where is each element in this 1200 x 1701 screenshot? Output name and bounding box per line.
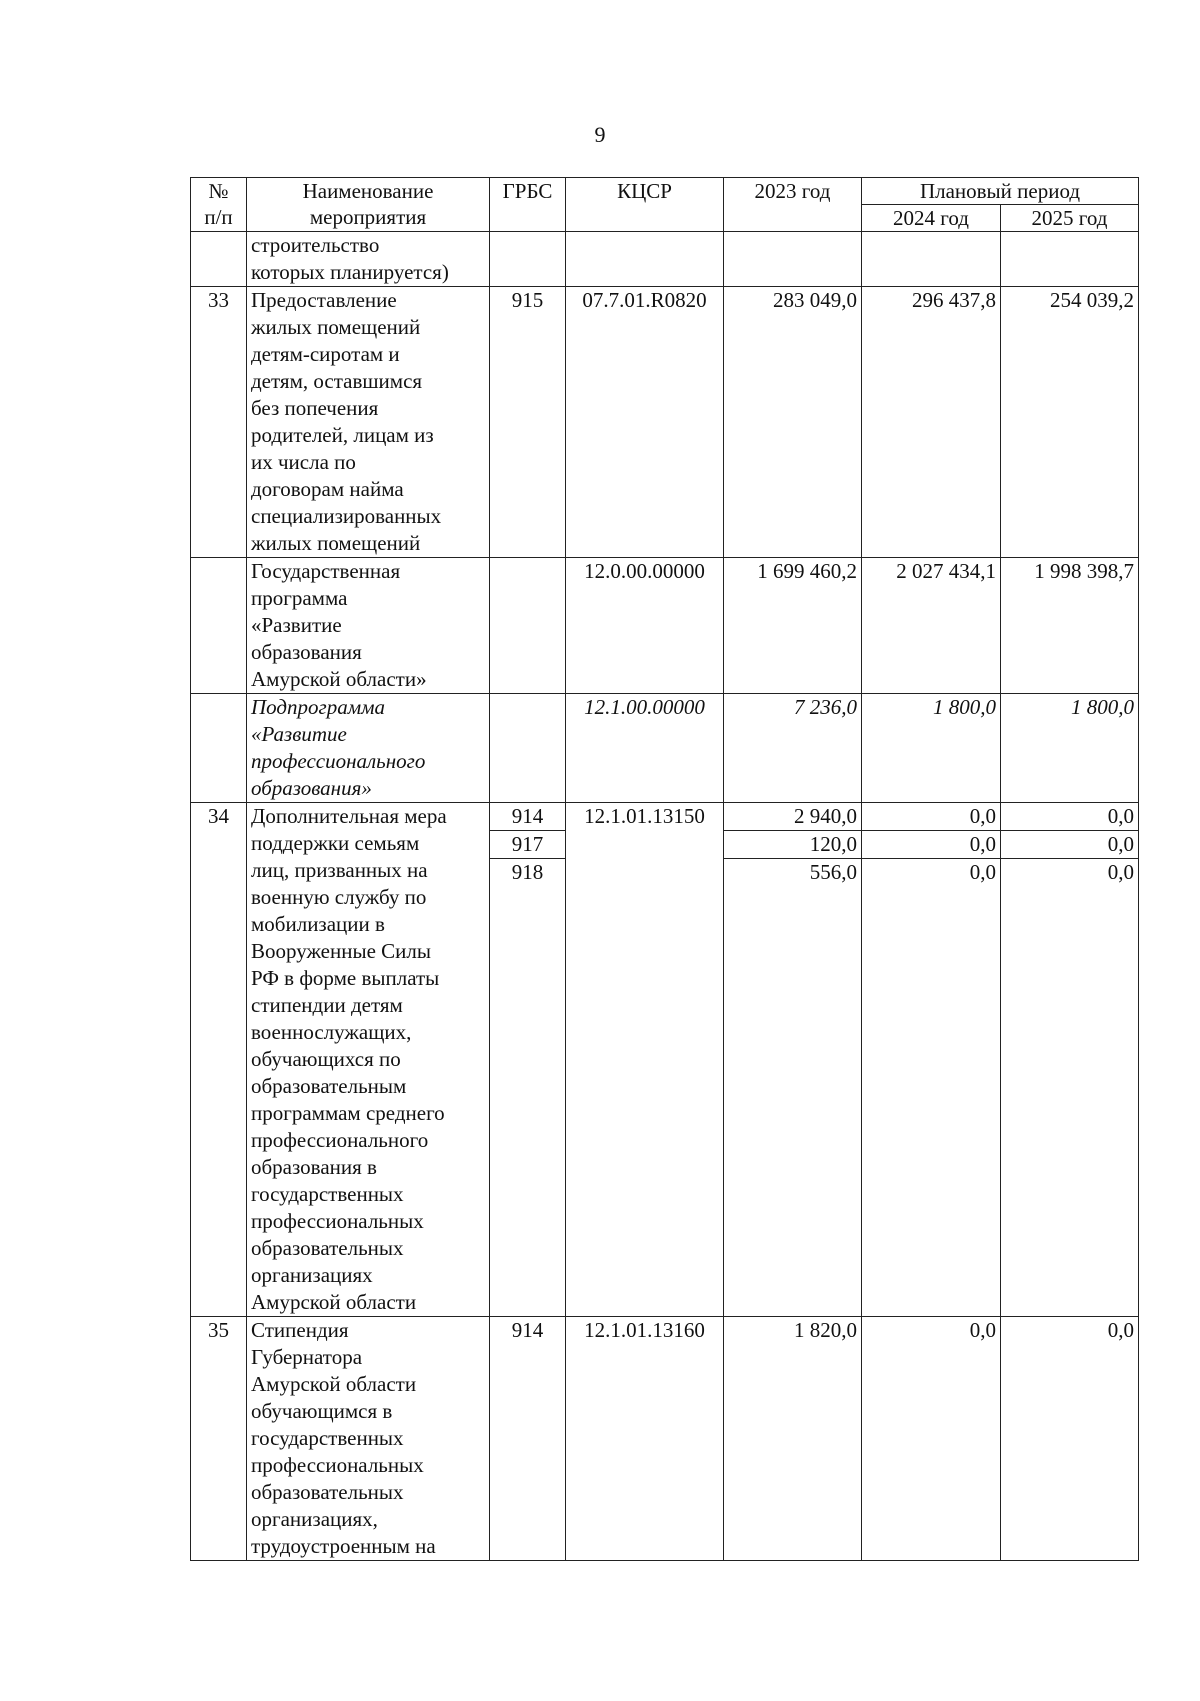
row-name-line: Амурской области <box>251 1290 417 1314</box>
table-row <box>191 694 1139 803</box>
row-name-line: мобилизации в <box>251 912 385 936</box>
row-name-line: государственных <box>251 1426 404 1450</box>
row-name-line: «Развитие <box>251 613 342 637</box>
row-name-line: организациях, <box>251 1507 378 1531</box>
row-name-line: Губернатора <box>251 1345 363 1369</box>
table-row <box>191 803 1139 1317</box>
row-name <box>247 1317 490 1561</box>
row-grbs <box>490 803 566 1317</box>
row-2023: 1 820,0 <box>724 1317 862 1561</box>
row-name-line: Вооруженные Силы <box>251 939 431 963</box>
row-name <box>247 803 490 1317</box>
row-2025-value: 0,0 <box>1001 831 1138 859</box>
row-name-line: без попечения <box>251 396 379 420</box>
row-2023-value: 556,0 <box>809 860 857 884</box>
row-name-line: обучающимся в <box>251 1399 393 1423</box>
table-row <box>191 1317 1139 1561</box>
row-name-line: которых планируется) <box>251 260 449 284</box>
row-name-line: жилых помещений <box>251 315 421 339</box>
row-name-line: образовательных <box>251 1480 404 1504</box>
row-name-line: Амурской области» <box>251 667 427 691</box>
row-kcsr: 12.1.01.13160 <box>566 1317 724 1561</box>
row-grbs-value: 918 <box>511 860 544 884</box>
row-2023: 1 699 460,2 <box>724 558 862 694</box>
row-name <box>247 694 490 803</box>
header-plan-period: Плановый период <box>862 178 1139 205</box>
table-row <box>191 232 1139 287</box>
row-name-line: Стипендия <box>251 1318 349 1342</box>
row-2023 <box>724 803 862 1317</box>
budget-table <box>190 177 1139 1561</box>
row-2025: 0,0 <box>1001 1317 1139 1561</box>
table-row <box>191 558 1139 694</box>
row-grbs-value: 914 <box>490 803 565 831</box>
row-number: 34 <box>191 803 247 1317</box>
row-2025: 254 039,2 <box>1001 287 1139 558</box>
row-name-line: их числа по <box>251 450 356 474</box>
row-kcsr: 07.7.01.R0820 <box>566 287 724 558</box>
row-name-line: военнослужащих, <box>251 1020 412 1044</box>
row-grbs <box>490 694 566 803</box>
row-2024: 1 800,0 <box>862 694 1001 803</box>
row-name-line: РФ в форме выплаты <box>251 966 440 990</box>
row-name-line: профессионального <box>251 1128 429 1152</box>
row-kcsr <box>566 232 724 287</box>
row-name-line: Дополнительная мера <box>251 804 447 828</box>
row-name-line: Предоставление <box>251 288 397 312</box>
row-name-line: образования в <box>251 1155 377 1179</box>
row-name-line: профессионального <box>251 749 426 773</box>
row-grbs: 915 <box>490 287 566 558</box>
row-2025-value: 0,0 <box>1001 803 1138 831</box>
row-2025: 1 800,0 <box>1001 694 1139 803</box>
row-name-line: Подпрограмма <box>251 695 386 719</box>
row-name-line: детям-сиротам и <box>251 342 400 366</box>
header-name: Наименование мероприятия <box>247 178 490 232</box>
row-name <box>247 232 490 287</box>
table-body <box>191 232 1139 1561</box>
row-name-line: организациях <box>251 1263 373 1287</box>
row-2023-value: 2 940,0 <box>724 803 861 831</box>
row-2024-value: 0,0 <box>862 831 1000 859</box>
header-grbs: ГРБС <box>490 178 566 232</box>
row-2025 <box>1001 232 1139 287</box>
row-grbs-value: 917 <box>490 831 565 859</box>
row-number <box>191 694 247 803</box>
row-name-line: договорам найма <box>251 477 404 501</box>
row-name-line: образования <box>251 640 362 664</box>
row-2025: 1 998 398,7 <box>1001 558 1139 694</box>
row-2025-value: 0,0 <box>1107 860 1134 884</box>
row-2023 <box>724 232 862 287</box>
row-name-line: образовательных <box>251 1236 404 1260</box>
row-name-line: обучающихся по <box>251 1047 401 1071</box>
row-name <box>247 287 490 558</box>
row-name <box>247 558 490 694</box>
table-row <box>191 287 1139 558</box>
row-2024: 2 027 434,1 <box>862 558 1001 694</box>
page-number: 9 <box>594 122 606 147</box>
row-name-line: образования» <box>251 776 372 800</box>
row-kcsr: 12.1.00.00000 <box>566 694 724 803</box>
row-2024 <box>862 232 1001 287</box>
row-name-line: профессиональных <box>251 1209 424 1233</box>
row-number <box>191 232 247 287</box>
row-name-line: военную службу по <box>251 885 427 909</box>
row-name-line: родителей, лицам из <box>251 423 434 447</box>
header-kcsr: КЦСР <box>566 178 724 232</box>
row-number <box>191 558 247 694</box>
header-2025: 2025 год <box>1001 205 1139 232</box>
row-name-line: Государственная <box>251 559 401 583</box>
row-grbs <box>490 558 566 694</box>
header-number: № п/п <box>191 178 247 232</box>
row-grbs: 914 <box>490 1317 566 1561</box>
row-grbs <box>490 232 566 287</box>
row-2024 <box>862 803 1001 1317</box>
row-name-line: поддержки семьям <box>251 831 420 855</box>
row-name-line: Амурской области <box>251 1372 417 1396</box>
row-2024-value: 0,0 <box>862 803 1000 831</box>
row-name-line: жилых помещений <box>251 531 421 555</box>
row-name-line: стипендии детям <box>251 993 403 1017</box>
row-name-line: специализированных <box>251 504 442 528</box>
row-name-line: строительство <box>251 233 380 257</box>
row-name-line: профессиональных <box>251 1453 424 1477</box>
header-2023: 2023 год <box>724 178 862 232</box>
row-2023-value: 120,0 <box>724 831 861 859</box>
row-number: 35 <box>191 1317 247 1561</box>
row-number: 33 <box>191 287 247 558</box>
row-2024-value: 0,0 <box>969 860 996 884</box>
row-name-line: программам среднего <box>251 1101 445 1125</box>
header-2024: 2024 год <box>862 205 1001 232</box>
row-kcsr: 12.0.00.00000 <box>566 558 724 694</box>
row-name-line: программа <box>251 586 348 610</box>
row-2023: 283 049,0 <box>724 287 862 558</box>
row-name-line: образовательным <box>251 1074 407 1098</box>
row-name-line: детям, оставшимся <box>251 369 423 393</box>
row-kcsr: 12.1.01.13150 <box>566 803 724 1317</box>
row-2024: 0,0 <box>862 1317 1001 1561</box>
row-2024: 296 437,8 <box>862 287 1001 558</box>
row-2025 <box>1001 803 1139 1317</box>
row-2023: 7 236,0 <box>724 694 862 803</box>
row-name-line: трудоустроенным на <box>251 1534 436 1558</box>
row-name-line: государственных <box>251 1182 404 1206</box>
row-name-line: лиц, призванных на <box>251 858 428 882</box>
row-name-line: «Развитие <box>251 722 347 746</box>
